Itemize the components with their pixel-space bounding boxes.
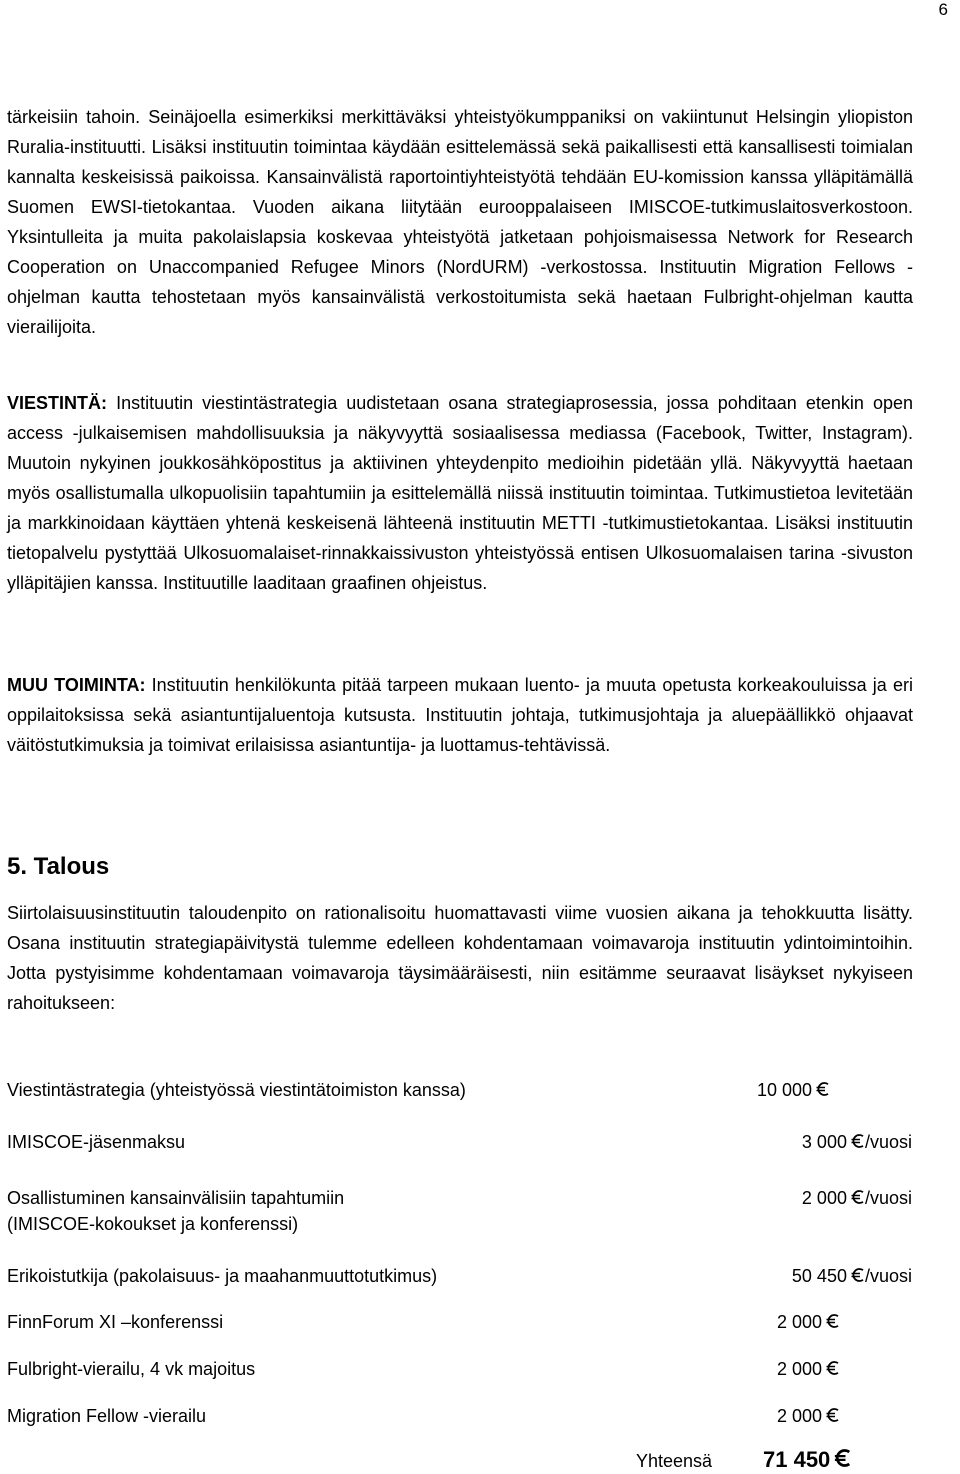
budget-label: Migration Fellow -vierailu: [7, 1406, 207, 1426]
muu-lead: MUU TOIMINTA:: [7, 675, 146, 695]
budget-amount: [777, 1309, 840, 1335]
budget-amount-value: 2 000: [777, 1312, 823, 1332]
budget-label: Viestintästrategia (yhteistyössä viestintätoimiston kanssa): [7, 1080, 466, 1100]
budget-amount-value: 3 000: [801, 1132, 847, 1152]
section-heading-talous: 5. Talous: [7, 853, 110, 880]
euro-icon: [816, 1081, 830, 1097]
viestinta-lead: VIESTINTÄ:: [7, 393, 108, 413]
budget-label-line2: (IMISCOE-kokoukset ja konferenssi): [7, 1214, 299, 1234]
budget-amount-value: 2 000: [777, 1406, 823, 1426]
paragraph-viestinta: [7, 388, 913, 598]
budget-label: Erikoistutkija (pakolaisuus- ja maahanmuuttotutkimus): [7, 1266, 438, 1286]
budget-label: Fulbright-vierailu, 4 vk majoitus: [7, 1359, 256, 1379]
budget-label: IMISCOE-jäsenmaksu: [7, 1132, 186, 1152]
paragraph-cooperation: tärkeisiin tahoin. Seinäjoella esimerkiksi merkittäväksi yhteistyökumppaniksi on vakiintunut Helsingin yliopiston Ruralia-instituutti. Lisäksi instituutin toimintaa käydään esittelemässä sekä paikallisesti että kansallisesti toimialan kannalta keskeisissä paikoissa. Kansainvälistä raportointiyhteistyötä tehdään EU-komission kanssa ylläpitämällä Suomen EWSI-tietokantaa. Vuoden aikana liitytään eurooppalaiseen IMISCOE-tutkimuslaitosverkostoon. Yksintulleita ja muita pakolaislapsia koskevaa yhteistyötä jatketaan pohjoismaisessa Network for Research Cooperation on Unaccompanied Refugee Minors (NordURM) -verkostossa. Instituutin Migration Fellows -ohjelman kautta tehostetaan myös kansainvälistä verkostoitumista sekä haetaan Fulbright-ohjelman kautta vierailijoita.: [7, 107, 913, 337]
euro-icon: [851, 1267, 865, 1283]
budget-amount-value: 50 450: [791, 1266, 847, 1286]
euro-icon: [834, 1448, 852, 1468]
euro-icon: [826, 1407, 840, 1423]
euro-icon: [826, 1360, 840, 1376]
budget-amount: [757, 1077, 830, 1103]
euro-icon: [851, 1133, 865, 1149]
budget-amount: [792, 1263, 912, 1289]
budget-label: Osallistuminen kansainvälisiin tapahtumiin: [7, 1188, 345, 1208]
budget-amount-value: 2 000: [777, 1359, 823, 1379]
budget-amount: [802, 1185, 912, 1211]
budget-amount: [802, 1129, 912, 1155]
euro-icon: [851, 1189, 865, 1205]
muu-text: Instituutin henkilökunta pitää tarpeen mukaan luento- ja muuta opetusta korkeakouluissa ja eri oppilaitoksissa sekä asiantuntijaluentoja kutsusta. Instituutin johtaja, tutkimusjohtaja ja aluepäällikkö ohjaavat väitöstutkimuksia ja toimivat erilaisissa asiantuntija- ja luottamus-tehtävissä.: [7, 675, 913, 755]
total-amount-value: 71 450: [763, 1447, 831, 1472]
euro-icon: [826, 1313, 840, 1329]
viestinta-text: Instituutin viestintästrategia uudistetaan osana strategiaprosessia, jossa pohditaan etenkin open access -julkaisemisen mahdollisuuksia ja näkyvyyttä sosiaalisessa mediassa (Facebook, Twitter, Instagram). Muutoin nykyinen joukkosähköpostitus ja aktiivinen yhteydenpito medioihin pidetään yllä. Näkyvyyttä haetaan myös osallistumalla ulkopuolisiin tapahtumiin ja esittelemällä niissä instituutin toimintaa. Tutkimustietoa levitetään ja markkinoidaan käyttäen yhtenä keskeisenä lähteenä instituutin METTI -tutkimustietokantaa. Lisäksi instituutin tietopalvelu pystyttää Ulkosuomalaiset-rinnakkaissivuston yhteistyössä entisen Ulkosuomalaisen tarina -sivuston ylläpitäjien kanssa. Instituutille laaditaan graafinen ohjeistus.: [7, 393, 913, 593]
budget-label: FinnForum XI –konferenssi: [7, 1312, 224, 1332]
budget-amount: [777, 1356, 840, 1382]
page-number: 6: [938, 0, 948, 19]
budget-amount-suffix: /vuosi: [864, 1188, 912, 1208]
budget-amount-value: 10 000: [757, 1080, 813, 1100]
total-amount: [763, 1447, 852, 1473]
budget-amount-suffix: /vuosi: [864, 1266, 912, 1286]
budget-amount-value: 2 000: [801, 1188, 847, 1208]
total-label: Yhteensä: [636, 1451, 713, 1471]
budget-amount: [777, 1403, 840, 1429]
budget-amount-suffix: /vuosi: [864, 1132, 912, 1152]
paragraph-muu-toiminta: [7, 670, 913, 760]
paragraph-talous: Siirtolaisuusinstituutin taloudenpito on rationalisoitu huomattavasti viime vuosien aikana ja tehokkuutta lisätty. Osana instituutin strategiapäivitystä tulemme edelleen kohdentamaan voimavaroja instituutin ydintoimintoihin. Jotta pystyisimme kohdentamaan voimavaroja täysimääräisesti, niin esitämme seuraavat lisäykset nykyiseen rahoitukseen:: [7, 903, 913, 1013]
